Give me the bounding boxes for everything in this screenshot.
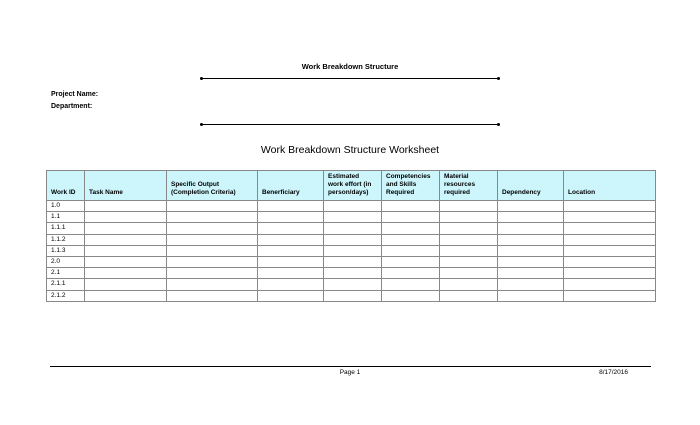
- table-cell[interactable]: [324, 256, 382, 267]
- table-cell[interactable]: [324, 290, 382, 301]
- col-beneficiary: Benerficiary: [258, 171, 324, 201]
- table-cell[interactable]: [564, 201, 656, 212]
- table-cell[interactable]: [498, 223, 564, 234]
- work-id-cell[interactable]: 1.1.2: [47, 234, 85, 245]
- col-dependency: Dependency: [498, 171, 564, 201]
- table-cell[interactable]: [440, 290, 498, 301]
- table-cell[interactable]: [382, 268, 440, 279]
- table-cell[interactable]: [382, 201, 440, 212]
- table-cell[interactable]: [564, 234, 656, 245]
- table-cell[interactable]: [167, 234, 258, 245]
- footer-date: 8/17/2016: [599, 369, 628, 376]
- col-task-name: Task Name: [85, 171, 167, 201]
- title-underline: [201, 78, 499, 79]
- table-cell[interactable]: [440, 212, 498, 223]
- table-cell[interactable]: [324, 234, 382, 245]
- table-cell[interactable]: [258, 268, 324, 279]
- table-cell[interactable]: [258, 279, 324, 290]
- col-specific-output: Specific Output (Completion Criteria): [167, 171, 258, 201]
- table-cell[interactable]: [167, 290, 258, 301]
- table-row: [47, 234, 656, 245]
- table-row: [47, 212, 656, 223]
- table-cell[interactable]: [440, 268, 498, 279]
- table-cell[interactable]: [85, 223, 167, 234]
- table-cell[interactable]: [85, 234, 167, 245]
- table-cell[interactable]: [258, 223, 324, 234]
- table-cell[interactable]: [440, 279, 498, 290]
- department-label: Department:: [51, 103, 93, 110]
- table-cell[interactable]: [167, 268, 258, 279]
- table-row: [47, 256, 656, 267]
- table-cell[interactable]: [498, 279, 564, 290]
- table-row: [47, 223, 656, 234]
- table-cell[interactable]: [564, 290, 656, 301]
- table-cell[interactable]: [167, 256, 258, 267]
- col-location: Location: [564, 171, 656, 201]
- work-id-cell[interactable]: 2.1.2: [47, 290, 85, 301]
- table-cell[interactable]: [324, 245, 382, 256]
- table-cell[interactable]: [382, 256, 440, 267]
- table-row: [47, 290, 656, 301]
- table-cell[interactable]: [382, 290, 440, 301]
- table-cell[interactable]: [440, 256, 498, 267]
- table-row: [47, 279, 656, 290]
- table-cell[interactable]: [167, 279, 258, 290]
- table-cell[interactable]: [258, 256, 324, 267]
- table-cell[interactable]: [85, 212, 167, 223]
- table-cell[interactable]: [324, 268, 382, 279]
- table-cell[interactable]: [498, 256, 564, 267]
- section-divider: [201, 124, 499, 125]
- worksheet-title: Work Breakdown Structure Worksheet: [260, 144, 440, 156]
- table-cell[interactable]: [85, 256, 167, 267]
- table-row: [47, 201, 656, 212]
- work-id-cell[interactable]: 2.0: [47, 256, 85, 267]
- table-cell[interactable]: [167, 212, 258, 223]
- table-cell[interactable]: [382, 212, 440, 223]
- table-cell[interactable]: [85, 245, 167, 256]
- table-cell[interactable]: [258, 212, 324, 223]
- table-cell[interactable]: [564, 256, 656, 267]
- document-title: Work Breakdown Structure: [301, 62, 399, 71]
- table-cell[interactable]: [258, 290, 324, 301]
- table-cell[interactable]: [324, 279, 382, 290]
- table-cell[interactable]: [498, 201, 564, 212]
- project-name-label: Project Name:: [51, 91, 99, 98]
- table-cell[interactable]: [382, 245, 440, 256]
- table-cell[interactable]: [324, 201, 382, 212]
- table-cell[interactable]: [498, 245, 564, 256]
- col-estimated-effort: Estimated work effort (in person/days): [324, 171, 382, 201]
- col-work-id: Work ID: [47, 171, 85, 201]
- work-id-cell[interactable]: 1.0: [47, 201, 85, 212]
- table-cell[interactable]: [440, 245, 498, 256]
- table-cell[interactable]: [440, 223, 498, 234]
- table-cell[interactable]: [85, 201, 167, 212]
- table-cell[interactable]: [324, 212, 382, 223]
- table-cell[interactable]: [564, 212, 656, 223]
- table-cell[interactable]: [85, 268, 167, 279]
- table-cell[interactable]: [167, 245, 258, 256]
- table-cell[interactable]: [258, 201, 324, 212]
- table-cell[interactable]: [167, 223, 258, 234]
- table-cell[interactable]: [498, 212, 564, 223]
- table-cell[interactable]: [258, 245, 324, 256]
- table-cell[interactable]: [382, 234, 440, 245]
- work-id-cell[interactable]: 2.1.1: [47, 279, 85, 290]
- work-id-cell[interactable]: 2.1: [47, 268, 85, 279]
- table-cell[interactable]: [564, 245, 656, 256]
- table-body: [47, 201, 656, 302]
- table-cell[interactable]: [564, 268, 656, 279]
- table-row: [47, 245, 656, 256]
- table-cell[interactable]: [258, 234, 324, 245]
- footer-rule: [50, 366, 651, 367]
- table-cell[interactable]: [498, 234, 564, 245]
- table-cell[interactable]: [382, 223, 440, 234]
- table-cell[interactable]: [382, 279, 440, 290]
- col-competencies: Competencies and Skills Required: [382, 171, 440, 201]
- table-cell[interactable]: [498, 290, 564, 301]
- col-material-resources: Material resources required: [440, 171, 498, 201]
- table-cell[interactable]: [564, 223, 656, 234]
- work-id-cell[interactable]: 1.1.3: [47, 245, 85, 256]
- page-number: Page 1: [339, 369, 361, 376]
- work-id-cell[interactable]: 1.1.1: [47, 223, 85, 234]
- table-cell[interactable]: [324, 223, 382, 234]
- table-cell[interactable]: [85, 279, 167, 290]
- table-cell[interactable]: [167, 201, 258, 212]
- wbs-table: [46, 170, 656, 302]
- table-cell[interactable]: [498, 268, 564, 279]
- work-id-cell[interactable]: 1.1: [47, 212, 85, 223]
- table-cell[interactable]: [440, 201, 498, 212]
- table-cell[interactable]: [440, 234, 498, 245]
- table-header-row: [47, 171, 656, 201]
- table-cell[interactable]: [85, 290, 167, 301]
- table-row: [47, 268, 656, 279]
- table-cell[interactable]: [564, 279, 656, 290]
